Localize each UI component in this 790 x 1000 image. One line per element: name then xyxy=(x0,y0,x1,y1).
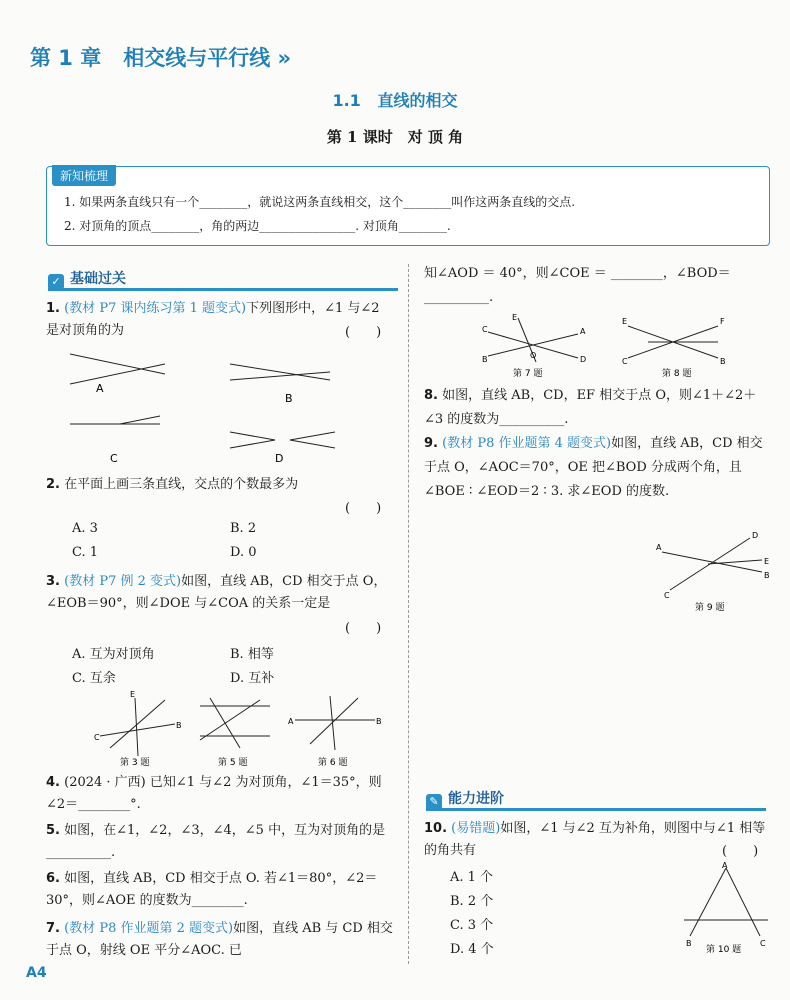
svg-text:C: C xyxy=(664,591,670,600)
chapter-name: 相交线与平行线 xyxy=(123,46,271,70)
svg-text:第 9 题: 第 9 题 xyxy=(695,603,725,612)
knowledge-line-2: 2. 对顶角的顶点________，角的两边________________. 对顶角________. xyxy=(64,219,451,233)
svg-text:C: C xyxy=(760,939,766,948)
svg-text:D: D xyxy=(275,452,284,465)
advanced-section-tag: ✎ 能力进阶 xyxy=(426,788,504,810)
svg-text:A: A xyxy=(722,862,728,870)
svg-text:第 7 题: 第 7 题 xyxy=(513,369,543,378)
svg-text:B: B xyxy=(285,392,293,405)
svg-text:B: B xyxy=(686,939,692,948)
q3-option-b: B. 相等 xyxy=(230,647,274,662)
q10-option-b: B. 2 个 xyxy=(450,894,494,909)
q2-option-b: B. 2 xyxy=(230,521,257,536)
question-9: 9. (教材 P8 作业题第 4 题变式)如图，直线 AB，CD 相交于点 O，∠AOC＝70°，OE 把∠BOD 分成两个角，且∠BOE ∶ ∠EOD＝2 ∶ 3. 求∠EOD 的度数. xyxy=(424,436,763,499)
question-1: 1. (教材 P7 课内练习第 1 题变式)下列图形中，∠1 与∠2 是对顶角的为 xyxy=(46,301,380,338)
q10-option-a: A. 1 个 xyxy=(450,870,494,885)
svg-text:E: E xyxy=(764,557,770,566)
figure-6 xyxy=(288,696,382,768)
figure-a xyxy=(70,354,165,395)
question-8: 8. 如图，直线 AB，CD，EF 相交于点 O，则∠1＋∠2＋∠3 的度数为__________. xyxy=(424,388,757,427)
pencil-icon: ✎ xyxy=(426,794,442,810)
figure-10 xyxy=(676,862,776,954)
figure-9 xyxy=(650,530,770,612)
svg-text:B: B xyxy=(764,571,770,580)
section-title: 1.1 直线的相交 xyxy=(332,91,458,110)
figure-c xyxy=(70,416,160,465)
q2-option-c: C. 1 xyxy=(72,545,99,560)
knowledge-line-1: 1. 如果两条直线只有一个________，就说这两条直线相交，这个________叫作这两条直线的交点. xyxy=(64,195,576,209)
svg-text:B: B xyxy=(482,355,488,364)
question-10: 10. (易错题)如图，∠1 与∠2 互为补角，则图中与∠1 相等的角共有 xyxy=(424,821,766,858)
figure-5 xyxy=(200,698,270,768)
svg-text:第 5 题: 第 5 题 xyxy=(218,758,248,768)
advanced-section-rule xyxy=(426,808,766,811)
svg-text:C: C xyxy=(622,357,628,366)
figures-3-5-6 xyxy=(90,690,390,768)
chapter-title xyxy=(30,42,291,72)
figure-7 xyxy=(482,313,586,378)
page-number: A4 xyxy=(26,965,47,981)
q2-option-d: D. 0 xyxy=(230,545,257,560)
question-3: 3. (教材 P7 例 2 变式)如图，直线 AB，CD 相交于点 O，∠EOB＝90°，则∠DOE 与∠COA 的关系一定是 xyxy=(46,574,387,611)
double-chevron-icon: » xyxy=(277,46,292,70)
q10-option-d: D. 4 个 xyxy=(450,942,494,957)
knowledge-box-tag: 新知梳理 xyxy=(52,165,116,186)
q1-figures xyxy=(60,344,390,470)
q10-option-c: C. 3 个 xyxy=(450,918,494,933)
basic-section-tag: ✓ 基础过关 xyxy=(48,268,126,290)
question-2: 2. 在平面上画三条直线，交点的个数最多为 xyxy=(46,477,299,492)
svg-text:C: C xyxy=(110,452,118,465)
svg-text:A: A xyxy=(96,382,104,395)
svg-text:D: D xyxy=(580,355,587,364)
answer-bracket-10: ( ) xyxy=(722,844,759,859)
svg-text:D: D xyxy=(752,531,759,540)
question-4: 4. (2024 · 广西) 已知∠1 与∠2 为对顶角，∠1＝35°，则∠2＝________°. xyxy=(46,775,382,812)
figure-8 xyxy=(622,317,726,378)
basic-section-rule xyxy=(48,288,398,291)
q3-option-a: A. 互为对顶角 xyxy=(72,647,155,662)
svg-text:F: F xyxy=(720,317,725,326)
figures-7-8 xyxy=(478,312,728,378)
question-5: 5. 如图，在∠1，∠2，∠3，∠4，∠5 中，互为对顶角的是__________. xyxy=(46,823,386,860)
figure-b xyxy=(230,364,330,405)
svg-text:A: A xyxy=(288,717,294,726)
svg-text:B: B xyxy=(176,721,182,730)
svg-text:第 6 题: 第 6 题 xyxy=(318,758,348,768)
q3-option-d: D. 互补 xyxy=(230,671,275,686)
question-6: 6. 如图，直线 AB，CD 相交于点 O. 若∠1＝80°，∠2＝30°，则∠AOE 的度数为________. xyxy=(46,871,378,908)
svg-text:第 10 题: 第 10 题 xyxy=(706,945,742,954)
svg-text:B: B xyxy=(720,357,726,366)
svg-text:B: B xyxy=(376,717,382,726)
answer-bracket-2: ( ) xyxy=(345,501,382,516)
checkmark-icon: ✓ xyxy=(48,274,64,290)
answer-bracket-3: ( ) xyxy=(345,621,382,636)
svg-text:A: A xyxy=(656,543,662,552)
answer-bracket-1: ( ) xyxy=(345,325,382,340)
svg-text:A: A xyxy=(580,327,586,336)
q3-option-c: C. 互余 xyxy=(72,671,116,686)
figure-3 xyxy=(94,690,182,768)
question-7: 7. (教材 P8 作业题第 2 题变式)如图，直线 AB 与 CD 相交于点 O，射线 OE 平分∠AOC. 已 xyxy=(46,921,393,958)
chapter-number: 第 1 章 xyxy=(30,46,102,70)
svg-text:E: E xyxy=(622,317,628,326)
column-divider xyxy=(408,264,410,964)
svg-text:E: E xyxy=(512,313,518,322)
svg-text:第 3 题: 第 3 题 xyxy=(120,758,150,768)
q2-option-a: A. 3 xyxy=(72,521,98,536)
figure-d xyxy=(230,432,335,465)
lesson-title: 第 1 课时 对 顶 角 xyxy=(326,128,464,146)
svg-text:C: C xyxy=(94,733,100,742)
svg-text:C: C xyxy=(482,325,488,334)
svg-text:第 8 题: 第 8 题 xyxy=(662,369,692,378)
question-7-continued: 知∠AOD ＝ 40°，则∠COE ＝ ________，∠BOD＝__________. xyxy=(424,266,731,305)
svg-text:E: E xyxy=(130,690,136,699)
svg-text:O: O xyxy=(530,351,537,360)
